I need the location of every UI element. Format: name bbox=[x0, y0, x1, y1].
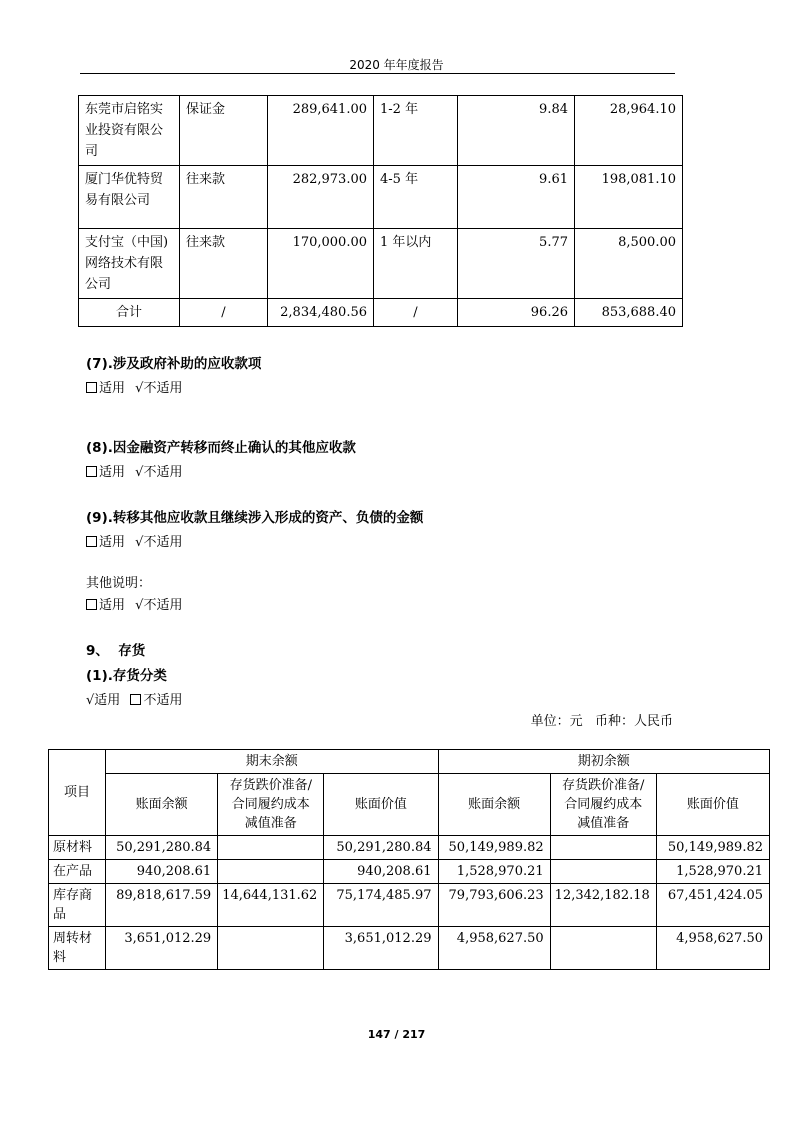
header-period-end: 期末余额 bbox=[106, 750, 438, 774]
inventory-heading: 9、 存货 bbox=[86, 643, 146, 659]
table-row bbox=[49, 860, 770, 884]
applicable-label: √适用 bbox=[86, 693, 121, 708]
inventory-class-choice bbox=[86, 689, 182, 708]
receivable-age: 1-2 年 bbox=[374, 96, 458, 166]
receivable-amount: 289,641.00 bbox=[268, 96, 374, 166]
table-row bbox=[79, 229, 683, 299]
begin-value: 1,528,970.21 bbox=[656, 860, 769, 884]
checkbox-icon bbox=[86, 536, 97, 547]
header-period-begin: 期初余额 bbox=[438, 750, 770, 774]
end-balance: 89,818,617.59 bbox=[106, 884, 218, 927]
not-applicable-label: 不适用 bbox=[143, 693, 183, 708]
receivable-ratio: 5.77 bbox=[458, 229, 575, 299]
end-provision: 14,644,131.62 bbox=[218, 884, 324, 927]
not-applicable-label: √不适用 bbox=[135, 381, 183, 396]
begin-provision: 12,342,182.18 bbox=[550, 884, 656, 927]
receivable-amount: 282,973.00 bbox=[268, 166, 374, 229]
begin-provision bbox=[550, 927, 656, 970]
header-provision bbox=[550, 774, 656, 836]
not-applicable-label: √不适用 bbox=[135, 598, 183, 613]
section-7-choice bbox=[86, 377, 182, 396]
end-balance: 3,651,012.29 bbox=[106, 927, 218, 970]
header-provision-line: 存货跌价准备/ bbox=[229, 778, 312, 793]
table-header-row bbox=[49, 774, 770, 836]
checkbox-icon bbox=[86, 382, 97, 393]
header-divider bbox=[80, 73, 675, 74]
applicable-label: 适用 bbox=[99, 598, 126, 613]
total-provision: 853,688.40 bbox=[575, 299, 683, 327]
begin-balance: 4,958,627.50 bbox=[438, 927, 550, 970]
checkbox-icon bbox=[130, 694, 141, 705]
header-provision-line: 减值准备 bbox=[577, 816, 630, 831]
end-value: 940,208.61 bbox=[324, 860, 438, 884]
header-provision bbox=[218, 774, 324, 836]
receivable-nature: 保证金 bbox=[180, 96, 268, 166]
bad-debt-provision: 28,964.10 bbox=[575, 96, 683, 166]
end-balance: 940,208.61 bbox=[106, 860, 218, 884]
not-applicable-label: √不适用 bbox=[135, 535, 183, 550]
company-name: 厦门华优特贸易有限公司 bbox=[79, 166, 180, 229]
receivable-ratio: 9.61 bbox=[458, 166, 575, 229]
receivables-table bbox=[78, 95, 683, 327]
header-provision-line: 合同履约成本 bbox=[231, 797, 310, 812]
section-7-heading: (7).涉及政府补助的应收款项 bbox=[86, 356, 262, 372]
begin-value: 50,149,989.82 bbox=[656, 836, 769, 860]
total-age: / bbox=[374, 299, 458, 327]
bad-debt-provision: 8,500.00 bbox=[575, 229, 683, 299]
end-provision bbox=[218, 860, 324, 884]
company-name: 东莞市启铭实业投资有限公司 bbox=[79, 96, 180, 166]
table-row bbox=[49, 884, 770, 927]
header-provision-line: 存货跌价准备/ bbox=[562, 778, 645, 793]
table-row bbox=[49, 927, 770, 970]
total-label: 合计 bbox=[79, 299, 180, 327]
page-number: 147 / 217 bbox=[367, 1028, 426, 1041]
inventory-item: 原材料 bbox=[49, 836, 106, 860]
begin-provision bbox=[550, 860, 656, 884]
begin-balance: 79,793,606.23 bbox=[438, 884, 550, 927]
company-name: 支付宝（中国)网络技术有限公司 bbox=[79, 229, 180, 299]
end-provision bbox=[218, 927, 324, 970]
header-provision-line: 减值准备 bbox=[244, 816, 297, 831]
end-balance: 50,291,280.84 bbox=[106, 836, 218, 860]
header-provision-line: 合同履约成本 bbox=[564, 797, 643, 812]
receivable-amount: 170,000.00 bbox=[268, 229, 374, 299]
total-nature: / bbox=[180, 299, 268, 327]
inventory-item: 周转材料 bbox=[49, 927, 106, 970]
section-9-choice bbox=[86, 531, 182, 550]
receivable-nature: 往来款 bbox=[180, 229, 268, 299]
begin-value: 67,451,424.05 bbox=[656, 884, 769, 927]
section-8-choice bbox=[86, 461, 182, 480]
header-book-balance: 账面余额 bbox=[106, 774, 218, 836]
total-amount: 2,834,480.56 bbox=[268, 299, 374, 327]
applicable-label: 适用 bbox=[99, 465, 126, 480]
checkbox-icon bbox=[86, 599, 97, 610]
header-book-balance: 账面余额 bbox=[438, 774, 550, 836]
checkbox-icon bbox=[86, 466, 97, 477]
applicable-label: 适用 bbox=[99, 381, 126, 396]
begin-value: 4,958,627.50 bbox=[656, 927, 769, 970]
header-book-value: 账面价值 bbox=[324, 774, 438, 836]
end-provision bbox=[218, 836, 324, 860]
table-row bbox=[79, 96, 683, 166]
inventory-item: 在产品 bbox=[49, 860, 106, 884]
inventory-table bbox=[48, 749, 770, 970]
section-9-heading: (9).转移其他应收款且继续涉入形成的资产、负债的金额 bbox=[86, 510, 424, 526]
end-value: 3,651,012.29 bbox=[324, 927, 438, 970]
receivable-ratio: 9.84 bbox=[458, 96, 575, 166]
table-row bbox=[79, 166, 683, 229]
end-value: 75,174,485.97 bbox=[324, 884, 438, 927]
begin-balance: 50,149,989.82 bbox=[438, 836, 550, 860]
begin-provision bbox=[550, 836, 656, 860]
receivable-nature: 往来款 bbox=[180, 166, 268, 229]
not-applicable-label: √不适用 bbox=[135, 465, 183, 480]
page-header-title: 2020 年年度报告 bbox=[349, 58, 444, 72]
begin-balance: 1,528,970.21 bbox=[438, 860, 550, 884]
receivable-age: 1 年以内 bbox=[374, 229, 458, 299]
inventory-class-heading: (1).存货分类 bbox=[86, 668, 167, 684]
other-notes-label: 其他说明： bbox=[86, 576, 152, 591]
header-book-value: 账面价值 bbox=[656, 774, 769, 836]
header-item: 项目 bbox=[49, 750, 106, 836]
inventory-item: 库存商品 bbox=[49, 884, 106, 927]
section-8-heading: (8).因金融资产转移而终止确认的其他应收款 bbox=[86, 440, 356, 456]
other-notes-choice bbox=[86, 594, 182, 613]
table-row bbox=[49, 836, 770, 860]
applicable-label: 适用 bbox=[99, 535, 126, 550]
receivable-age: 4-5 年 bbox=[374, 166, 458, 229]
unit-currency-line: 单位：元 币种：人民币 bbox=[530, 714, 673, 729]
end-value: 50,291,280.84 bbox=[324, 836, 438, 860]
table-header-row bbox=[49, 750, 770, 774]
bad-debt-provision: 198,081.10 bbox=[575, 166, 683, 229]
total-ratio: 96.26 bbox=[458, 299, 575, 327]
table-total-row bbox=[79, 299, 683, 327]
